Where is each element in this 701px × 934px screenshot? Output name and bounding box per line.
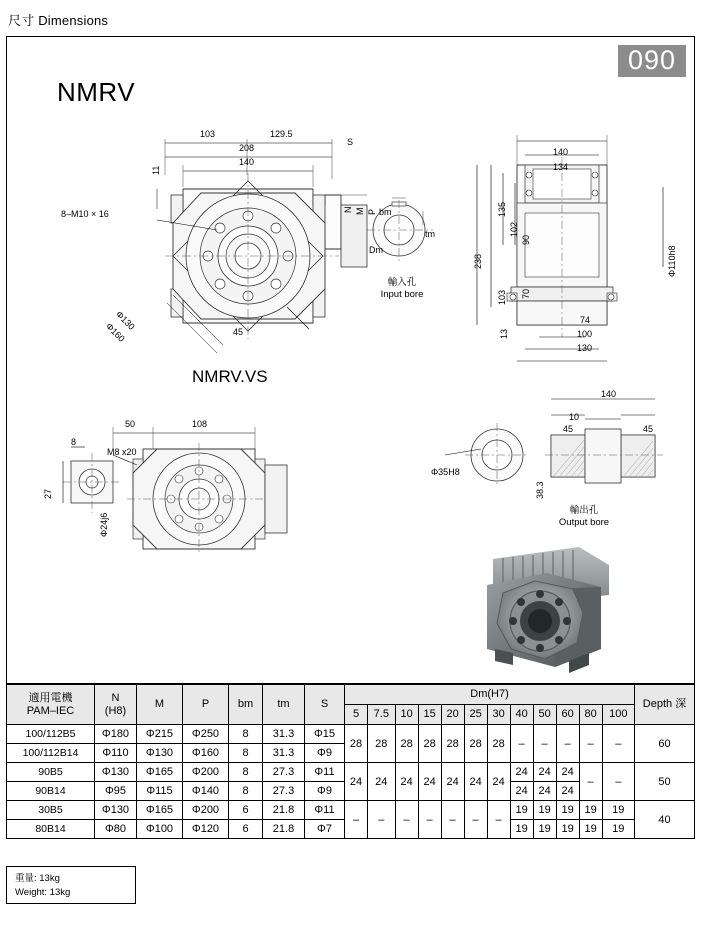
cell-pam: 100/112B5: [7, 725, 95, 744]
dim-phi130: Φ130: [113, 309, 137, 332]
dim-P: P: [367, 208, 377, 215]
dim-phi35H8: Φ35H8: [431, 467, 460, 477]
weight-cn: 重量: 13kg: [15, 873, 60, 884]
th-pam-line2: PAM–IEC: [26, 704, 75, 717]
cell-dm-25: 24: [464, 763, 487, 801]
cell-dm-20: 28: [441, 725, 464, 763]
dim-74: 74: [580, 315, 591, 325]
cell-dm-15: –: [418, 801, 441, 839]
cell-s: Φ15: [305, 725, 345, 744]
cell-dm-80: –: [579, 725, 602, 763]
cell-n: Φ180: [95, 725, 137, 744]
th-dm-7-5: 7.5: [368, 705, 396, 725]
cell-m: Φ165: [137, 801, 183, 820]
th-dm-60: 60: [556, 705, 579, 725]
th-dm-20: 20: [441, 705, 464, 725]
cell-depth: 60: [635, 725, 695, 763]
dim-135: 135: [497, 201, 507, 217]
th-tm: tm: [263, 685, 305, 725]
cell-m: Φ165: [137, 763, 183, 782]
cell-pam: 80B14: [7, 820, 95, 839]
dim-tm: tm: [425, 229, 435, 239]
dim-8-vs: 8: [71, 437, 77, 447]
dim-N: N: [343, 206, 353, 213]
cell-dm-100: 19: [602, 820, 634, 839]
th-n-label: N: [111, 691, 120, 704]
th-n-sub: (H8): [104, 704, 127, 717]
cell-m: Φ115: [137, 782, 183, 801]
dim-129-5: 129.5: [270, 129, 293, 139]
dim-11: 11: [151, 165, 161, 175]
cell-dm-50: 19: [533, 801, 556, 820]
dim-102: 102: [509, 221, 519, 237]
cell-dm-50: 19: [533, 820, 556, 839]
th-dm-30: 30: [487, 705, 510, 725]
cell-dm-40: 24: [510, 763, 533, 782]
cell-dm-30: –: [487, 801, 510, 839]
cell-pam: 90B14: [7, 782, 95, 801]
cell-s: Φ7: [305, 820, 345, 839]
cell-dm-100: –: [602, 725, 634, 763]
cell-depth: 40: [635, 801, 695, 839]
dim-134: 134: [553, 162, 569, 172]
table-row: [7, 763, 695, 782]
th-dm-80: 80: [579, 705, 602, 725]
th-dm-group: Dm(H7): [345, 685, 635, 705]
cell-dm-60: 24: [556, 782, 579, 801]
table-header: [7, 685, 695, 725]
cell-dm-60: 19: [556, 801, 579, 820]
table-row: [7, 725, 695, 744]
cell-p: Φ200: [183, 763, 229, 782]
dim-38-3: 38.3: [535, 481, 545, 499]
cell-dm-15: 28: [418, 725, 441, 763]
th-dm-100: 100: [602, 705, 634, 725]
model-badge: 090: [618, 45, 686, 77]
dim-27-vs: 27: [43, 488, 53, 499]
th-pam-line1: 適用電機: [28, 691, 73, 704]
th-depth: Depth 深: [635, 685, 695, 725]
dim-50-vs: 50: [125, 419, 136, 429]
cell-s: Φ9: [305, 782, 345, 801]
cell-p: Φ250: [183, 725, 229, 744]
dim-45-left: 45: [563, 424, 574, 434]
input-bore-caption: [357, 277, 447, 301]
table-body: [7, 725, 695, 839]
cell-tm: 31.3: [263, 725, 305, 744]
dim-103-side: 103: [497, 289, 507, 305]
cell-dm-20: 24: [441, 763, 464, 801]
th-dm-40: 40: [510, 705, 533, 725]
cell-dm-50: –: [533, 725, 556, 763]
th-n: [95, 685, 137, 725]
dim-M8x20: M8 x20: [107, 447, 137, 457]
output-bore-caption: [529, 505, 639, 529]
cell-bm: 6: [229, 801, 263, 820]
series-vs-label: NMRV.VS: [192, 367, 268, 386]
th-m: M: [137, 685, 183, 725]
output-bore-drawing: [425, 389, 675, 509]
cell-n: Φ95: [95, 782, 137, 801]
input-bore-caption-en: Input bore: [380, 288, 424, 300]
dim-238: 238: [473, 253, 483, 269]
cell-dm-5: 28: [345, 725, 368, 763]
cell-p: Φ140: [183, 782, 229, 801]
output-bore-caption-en: Output bore: [558, 516, 610, 528]
cell-dm-25: 28: [464, 725, 487, 763]
cell-dm-40: 19: [510, 801, 533, 820]
dimensions-table: [6, 684, 695, 839]
dim-208: 208: [239, 143, 255, 153]
weight-en: Weight: 13kg: [15, 886, 71, 898]
cell-dm-40: 19: [510, 820, 533, 839]
cell-tm: 21.8: [263, 801, 305, 820]
dim-100: 100: [577, 329, 593, 339]
th-dm-5: 5: [345, 705, 368, 725]
cell-dm-7-5: 24: [368, 763, 396, 801]
dim-phi160: Φ160: [103, 321, 127, 344]
cell-dm-100: –: [602, 763, 634, 801]
cell-dm-30: 28: [487, 725, 510, 763]
table-row: [7, 801, 695, 820]
cell-dm-10: –: [395, 801, 418, 839]
cell-n: Φ110: [95, 744, 137, 763]
th-dm-10: 10: [395, 705, 418, 725]
cell-dm-10: 24: [395, 763, 418, 801]
dim-103: 103: [200, 129, 216, 139]
cell-tm: 27.3: [263, 782, 305, 801]
cell-bm: 6: [229, 820, 263, 839]
dim-90: 90: [521, 234, 531, 245]
cell-m: Φ215: [137, 725, 183, 744]
dim-70: 70: [521, 288, 531, 299]
cell-dm-40: 24: [510, 782, 533, 801]
cell-dm-25: –: [464, 801, 487, 839]
dim-140: 140: [239, 157, 255, 167]
dim-45: 45: [233, 327, 244, 337]
cell-pam: 100/112B14: [7, 744, 95, 763]
cell-n: Φ130: [95, 801, 137, 820]
cell-tm: 21.8: [263, 820, 305, 839]
dim-108-vs: 108: [192, 419, 208, 429]
dim-10-out: 10: [569, 412, 580, 422]
cell-bm: 8: [229, 744, 263, 763]
cell-m: Φ130: [137, 744, 183, 763]
weight-box: [6, 866, 136, 904]
output-bore-caption-cn: 輸出孔: [569, 505, 599, 516]
dim-S: S: [347, 137, 354, 147]
dim-130-side: 130: [577, 343, 593, 353]
th-p: P: [183, 685, 229, 725]
th-dm-15: 15: [418, 705, 441, 725]
th-bm: bm: [229, 685, 263, 725]
cell-tm: 27.3: [263, 763, 305, 782]
cell-dm-7-5: 28: [368, 725, 396, 763]
cell-bm: 8: [229, 725, 263, 744]
cell-dm-60: –: [556, 725, 579, 763]
cell-dm-7-5: –: [368, 801, 396, 839]
dim-M: M: [355, 207, 365, 215]
input-bore-caption-cn: 輸入孔: [387, 277, 417, 288]
cell-dm-50: 24: [533, 763, 556, 782]
cell-dm-60: 24: [556, 763, 579, 782]
dim-140-side: 140: [553, 147, 569, 157]
dim-bm: bm: [379, 207, 392, 217]
cell-m: Φ100: [137, 820, 183, 839]
cell-bm: 8: [229, 763, 263, 782]
cell-dm-15: 24: [418, 763, 441, 801]
cell-s: Φ11: [305, 801, 345, 820]
drawing-frame: [6, 36, 695, 684]
cell-dm-80: 19: [579, 801, 602, 820]
cell-dm-50: 24: [533, 782, 556, 801]
dim-8-M10x16: 8–M10 × 16: [61, 209, 109, 219]
cell-dm-30: 24: [487, 763, 510, 801]
cell-dm-5: 24: [345, 763, 368, 801]
cell-dm-40: –: [510, 725, 533, 763]
cell-dm-10: 28: [395, 725, 418, 763]
dim-phi110h8: Φ110h8: [667, 245, 677, 277]
cell-dm-80: 19: [579, 820, 602, 839]
dim-140-out: 140: [601, 389, 617, 399]
series-label: NMRV: [57, 77, 136, 107]
dim-45-right: 45: [643, 424, 654, 434]
cell-dm-100: 19: [602, 801, 634, 820]
cell-n: Φ80: [95, 820, 137, 839]
cell-dm-60: 19: [556, 820, 579, 839]
dim-phi24j6: Φ24j6: [99, 512, 109, 537]
cell-tm: 31.3: [263, 744, 305, 763]
cell-bm: 8: [229, 782, 263, 801]
cell-p: Φ200: [183, 801, 229, 820]
th-dm-50: 50: [533, 705, 556, 725]
gearbox-photo: [469, 537, 629, 685]
cell-s: Φ9: [305, 744, 345, 763]
cell-dm-5: –: [345, 801, 368, 839]
th-pam: [7, 685, 95, 725]
cell-pam: 90B5: [7, 763, 95, 782]
cell-depth: 50: [635, 763, 695, 801]
cell-p: Φ120: [183, 820, 229, 839]
th-dm-25: 25: [464, 705, 487, 725]
cell-pam: 30B5: [7, 801, 95, 820]
cell-p: Φ160: [183, 744, 229, 763]
dim-Dm: Dm: [369, 245, 383, 255]
cell-dm-80: –: [579, 763, 602, 801]
page-title: 尺寸 Dimensions: [8, 13, 109, 28]
cell-dm-20: –: [441, 801, 464, 839]
cell-s: Φ11: [305, 763, 345, 782]
dim-13: 13: [499, 328, 509, 339]
cell-n: Φ130: [95, 763, 137, 782]
th-s: S: [305, 685, 345, 725]
